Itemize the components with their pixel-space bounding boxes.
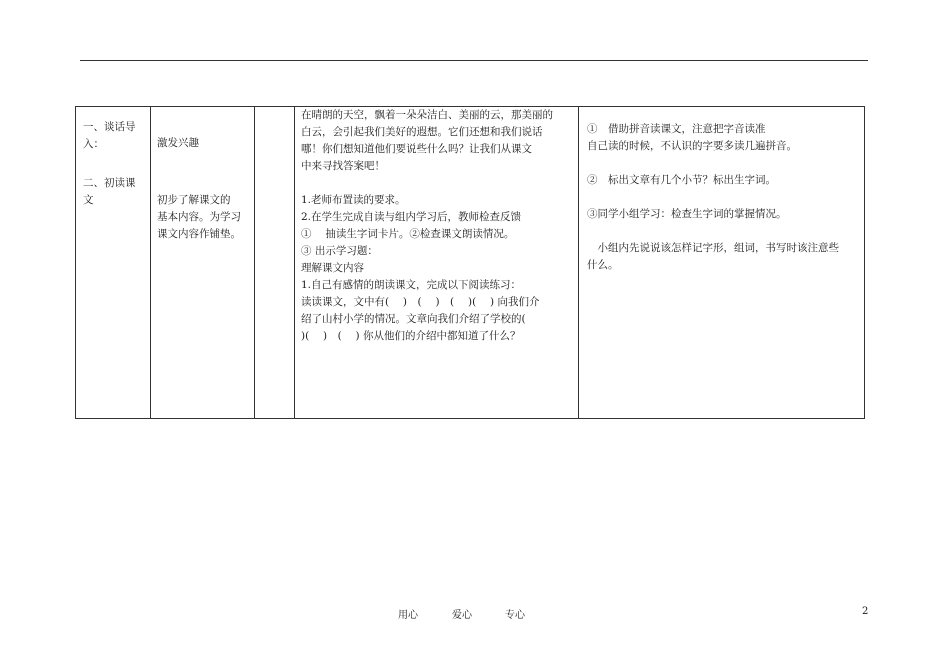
- step-two-line2: 文: [83, 194, 94, 206]
- footer-motto-3: 专心: [505, 610, 525, 621]
- table-row: [76, 107, 865, 419]
- goal-interest: 激发兴趣: [157, 137, 199, 149]
- text-line: ③ 出示学习题：: [301, 245, 378, 257]
- page-number: 2: [862, 606, 869, 617]
- student-item1-line1: ① 借助拼音读课文，注意把字音读准: [587, 123, 766, 135]
- text-line: 白云，会引起我们美好的遐想。它们还想和我们说话: [301, 126, 543, 138]
- text-line: 读读课文，文中有( ) ( ) ( )( ) 向我们介: [301, 296, 540, 308]
- student-item3: ③同学小组学习：检查生字词的掌握情况。: [587, 208, 787, 220]
- student-item1-line2: 自己读的时候，不认识的字要多读几遍拼音。: [587, 140, 797, 152]
- text-line: 理解课文内容: [301, 262, 364, 274]
- step-one-line2: 入：: [83, 138, 104, 150]
- text-line: 中来寻找答案吧！: [301, 160, 385, 172]
- student-item4-line2: 什么。: [587, 259, 619, 271]
- text-line: ① 抽读生字词卡片。②检查课文朗读情况。: [301, 228, 515, 240]
- text-line: 1.老师布置读的要求。: [301, 194, 406, 206]
- goal-line2: 基本内容。为学习: [157, 211, 241, 223]
- student-item4-line1: 小组内先说说该怎样记字形，组词，书写时该注意些: [587, 242, 839, 254]
- empty-cell: [255, 107, 295, 419]
- step-two-line1: 二、初读课: [83, 177, 136, 189]
- text-line: 1.自己有感情的朗读课文，完成以下阅读练习：: [301, 279, 522, 291]
- text-line: 哪！你们想知道他们要说些什么吗？让我们从课文: [301, 143, 532, 155]
- teacher-activity-cell: [295, 107, 579, 419]
- text-line: )( ) ( ) 你从他们的介绍中都知道了什么？: [301, 330, 521, 342]
- lesson-plan-table: [75, 106, 865, 419]
- header-rule: [80, 60, 868, 61]
- text-line: 在晴朗的天空，飘着一朵朵洁白、美丽的云，那美丽的: [301, 109, 553, 121]
- goal-line1: 初步了解课文的: [157, 194, 231, 206]
- teaching-steps-cell: [76, 107, 151, 419]
- student-item2: ② 标出文章有几个小节？标出生字词。: [587, 174, 776, 186]
- footer-motto-1: 用心: [398, 610, 418, 621]
- goals-cell: [151, 107, 255, 419]
- text-line: 2.在学生完成自读与组内学习后，教师检查反馈: [301, 211, 522, 223]
- text-line: 绍了山村小学的情况。文章向我们介绍了学校的(: [301, 313, 526, 325]
- footer-motto-2: 爱心: [452, 610, 472, 621]
- page-footer: [0, 606, 950, 620]
- step-one-line1: 一、谈话导: [83, 121, 136, 133]
- student-activity-cell: [579, 107, 865, 419]
- goal-line3: 课文内容作铺垫。: [157, 228, 241, 240]
